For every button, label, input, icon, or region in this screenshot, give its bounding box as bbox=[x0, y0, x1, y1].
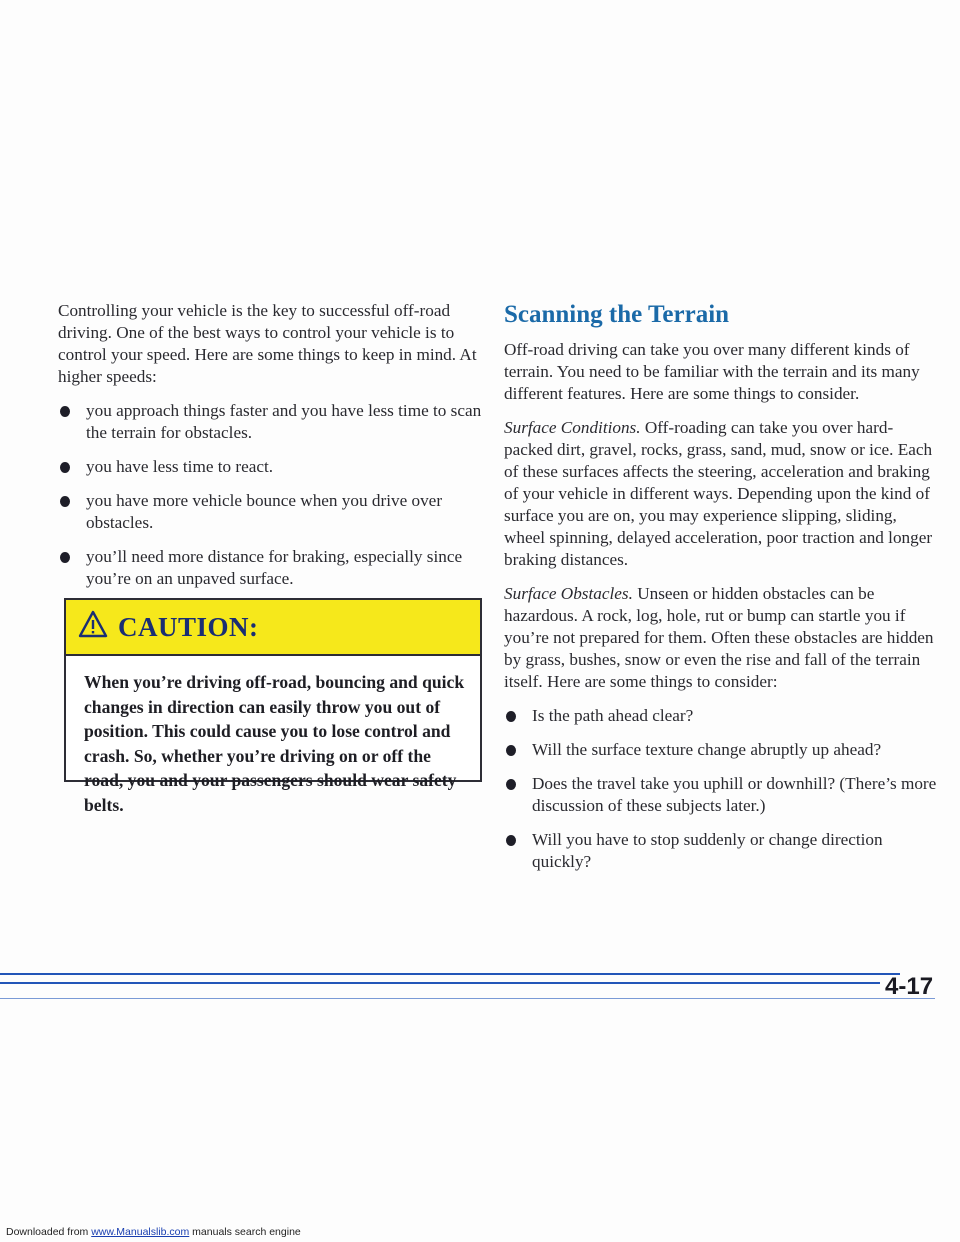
list-item: Is the path ahead clear? bbox=[504, 705, 938, 727]
list-item: Will you have to stop suddenly or change direction quickly? bbox=[504, 829, 938, 873]
caution-box bbox=[64, 598, 482, 815]
caution-text: When you’re driving off-road, bouncing and quick changes in direction can easily throw you out of position. This could cause you to lose control and crash. So, whether you’re driving on or off the road, you and your passengers should wear safety belts. bbox=[84, 672, 465, 815]
bullet-icon bbox=[60, 462, 70, 473]
right-column bbox=[504, 300, 938, 885]
download-footer: Downloaded from www.Manualslib.com manuals search engine bbox=[6, 1226, 301, 1238]
manualslib-link[interactable]: www.Manualslib.com bbox=[91, 1226, 190, 1238]
list-item: you have more vehicle bounce when you drive over obstacles. bbox=[58, 490, 498, 534]
footer-rule bbox=[0, 973, 900, 975]
warning-triangle-icon bbox=[78, 610, 108, 638]
bullet-icon bbox=[506, 711, 516, 722]
caution-heading: CAUTION: bbox=[118, 612, 259, 642]
footer-rule bbox=[0, 982, 880, 984]
caution-header bbox=[66, 600, 480, 656]
list-item: you’ll need more distance for braking, especially since you’re on an unpaved surface. bbox=[58, 546, 498, 590]
list-item: Will the surface texture change abruptly up ahead? bbox=[504, 739, 938, 761]
page-number: 4-17 bbox=[885, 973, 934, 1000]
list-item: you approach things faster and you have less time to scan the terrain for obstacles. bbox=[58, 400, 498, 444]
section-heading: Scanning the Terrain bbox=[504, 301, 730, 328]
bullet-icon bbox=[506, 745, 516, 756]
bullet-icon bbox=[506, 835, 516, 846]
intro-paragraph: Controlling your vehicle is the key to successful off-road driving. One of the best ways to control your vehicle is to control your speed. Here are some things to keep in mind. At higher speeds: bbox=[58, 301, 477, 386]
list-item: you have less time to react. bbox=[58, 456, 498, 478]
terrain-bullet-list bbox=[504, 705, 938, 873]
surface-obstacles-paragraph: Surface Obstacles. Unseen or hidden obstacles can be hazardous. A rock, log, hole, rut or bump can startle you if you’re not prepared for them. Often these obstacles are hidden by grass, bushes, snow or even the rise and fall of the terrain itself. Here are some things to consider: bbox=[504, 584, 934, 691]
list-item: Does the travel take you uphill or downhill? (There’s more discussion of these subjects later.) bbox=[504, 773, 938, 817]
surface-obstacles-label: Surface Obstacles. bbox=[504, 584, 633, 603]
left-column bbox=[58, 300, 498, 602]
terrain-intro: Off-road driving can take you over many different kinds of terrain. You need to be familiar with the terrain and its many different features. Here are some things to consider. bbox=[504, 340, 920, 403]
surface-conditions-label: Surface Conditions. bbox=[504, 418, 641, 437]
surface-conditions-paragraph: Surface Conditions. Off-roading can take you over hard-packed dirt, gravel, rocks, grass, sand, mud, snow or ice. Each of these surfaces affects the steering, acceleration and braking of your vehicle in different ways. Depending upon the kind of surface you are on, you may experience slipping, sliding, wheel spinning, delayed acceleration, poor traction and longer braking distances. bbox=[504, 418, 933, 569]
speed-bullet-list bbox=[58, 400, 498, 590]
bullet-icon bbox=[506, 779, 516, 790]
footer-rule bbox=[0, 998, 935, 999]
bullet-icon bbox=[60, 496, 70, 507]
bullet-icon bbox=[60, 552, 70, 563]
bullet-icon bbox=[60, 406, 70, 417]
